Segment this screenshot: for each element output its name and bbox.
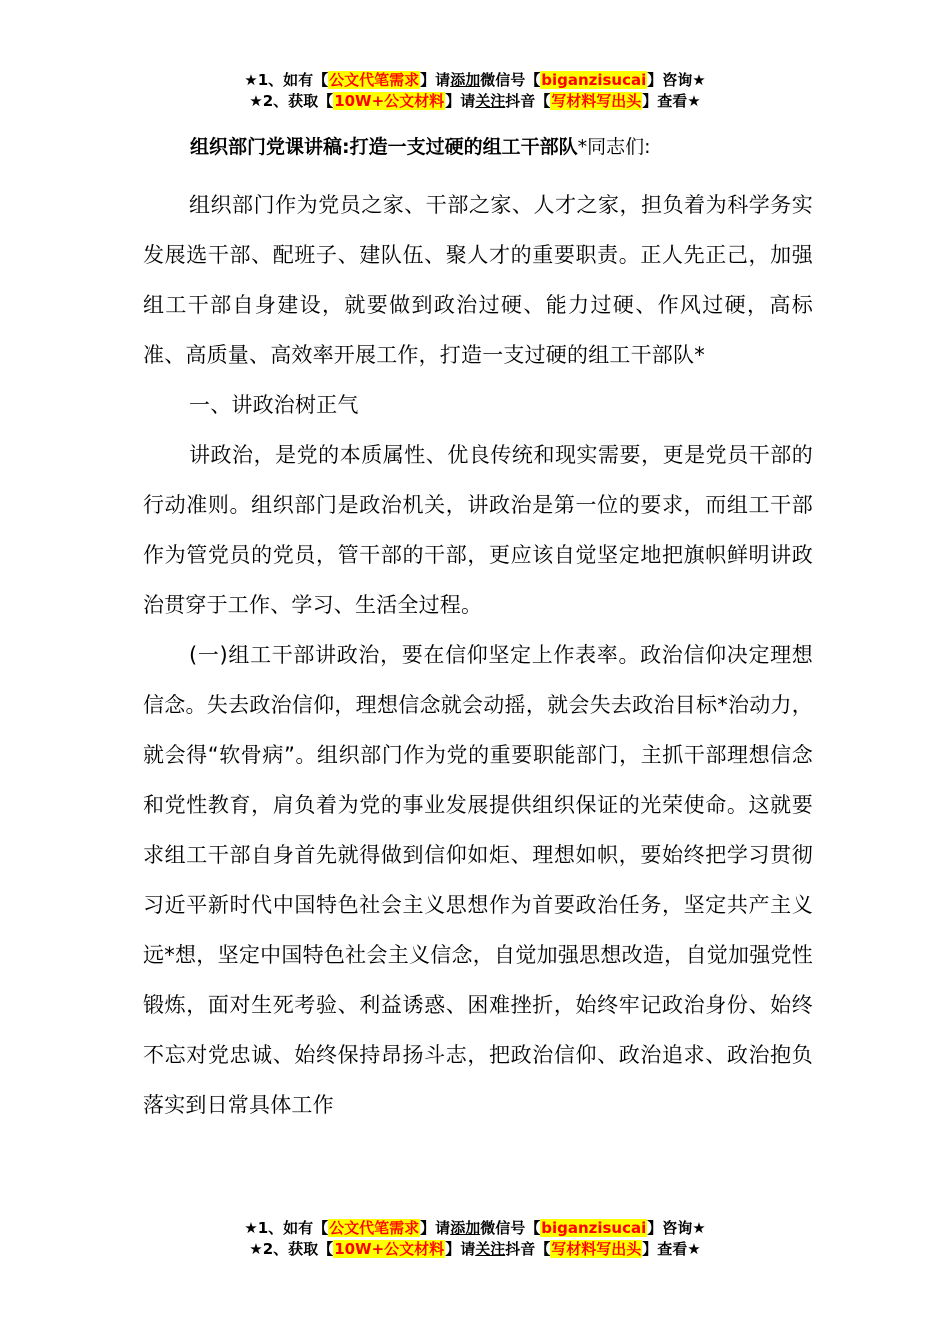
ad-text: 抖音【 <box>505 1240 551 1258</box>
ad-line-2 <box>0 91 950 112</box>
document-body <box>143 180 813 1130</box>
body-paragraph: (一)组工干部讲政治，要在信仰坚定上作表率。政治信仰决定理想信念。失去政治信仰，理想信念就会动摇，就会失去政治目标*治动力，就会得“软骨病”。组织部门作为党的重要职能部门，主抓干部理想信念和党性教育，肩负着为党的事业发展提供组织保证的光荣使命。这就要求组工干部自身首先就得做到信仰如炬、理想如帜，要始终把学习贯彻习近平新时代中国特色社会主义思想作为首要政治任务，坚定共产主义远*想，坚定中国特色社会主义信念，自觉加强思想改造，自觉加强党性锻炼，面对生死考验、利益诱惑、困难挫折，始终牢记政治身份、始终不忘对党忠诚、始终保持昂扬斗志，把政治信仰、政治追求、政治抱负落实到日常具体工作 <box>143 643 813 1117</box>
ad-highlight-account: 写材料写出头 <box>551 92 642 110</box>
ad-text: 】请 <box>445 1240 476 1258</box>
ad-line-2 <box>0 1239 950 1260</box>
ad-text: 】咨询★ <box>647 1219 706 1237</box>
section-heading: 一、讲政治树正气 <box>189 393 359 417</box>
ad-text: 】查看★ <box>642 92 701 110</box>
ad-text: ★2、获取【 <box>249 92 334 110</box>
ad-text: 微信号【 <box>480 71 541 89</box>
ad-underlined-text: 添加 <box>450 71 481 89</box>
body-paragraph: 讲政治，是党的本质属性、优良传统和现实需要，更是党员干部的行动准则。组织部门是政治机关，讲政治是第一位的要求，而组工干部作为管党员的党员，管干部的干部，更应该自觉坚定地把旗帜鲜明讲政治贯穿于工作、学习、生活全过程。 <box>143 443 813 617</box>
top-ad-banner <box>0 70 950 112</box>
ad-highlight: 10W+公文材料 <box>334 1240 445 1258</box>
ad-text: ★1、如有【 <box>244 71 329 89</box>
title-rest-text: *同志们: <box>577 136 651 158</box>
ad-text: 】请 <box>420 1219 451 1237</box>
ad-text: ★1、如有【 <box>244 1219 329 1237</box>
ad-underlined-text: 添加 <box>450 1219 481 1237</box>
ad-highlight: 10W+公文材料 <box>334 92 445 110</box>
ad-highlight-wechat-id: biganzisucai <box>541 1219 647 1237</box>
ad-text: 抖音【 <box>505 92 551 110</box>
ad-highlight-account: 写材料写出头 <box>551 1240 642 1258</box>
ad-underlined-text: 关注 <box>475 1240 506 1258</box>
ad-line-1 <box>0 70 950 91</box>
ad-underlined-text: 关注 <box>475 92 506 110</box>
ad-line-1 <box>0 1218 950 1239</box>
ad-highlight: 公文代笔需求 <box>329 71 420 89</box>
ad-highlight-wechat-id: biganzisucai <box>541 71 647 89</box>
ad-text: 微信号【 <box>480 1219 541 1237</box>
title-bold-text: 组织部门党课讲稿:打造一支过硬的组工干部队 <box>190 136 578 158</box>
body-paragraph: 组织部门作为党员之家、干部之家、人才之家，担负着为科学务实发展选干部、配班子、建队伍、聚人才的重要职责。正人先正己，加强组工干部自身建设，就要做到政治过硬、能力过硬、作风过硬，高标准、高质量、高效率开展工作，打造一支过硬的组工干部队* <box>143 193 813 367</box>
ad-text: 】请 <box>445 92 476 110</box>
ad-text: 】咨询★ <box>647 71 706 89</box>
ad-highlight: 公文代笔需求 <box>329 1219 420 1237</box>
ad-text: 】请 <box>420 71 451 89</box>
ad-text: ★2、获取【 <box>249 1240 334 1258</box>
ad-text: 】查看★ <box>642 1240 701 1258</box>
document-title <box>190 133 830 161</box>
bottom-ad-banner <box>0 1218 950 1260</box>
